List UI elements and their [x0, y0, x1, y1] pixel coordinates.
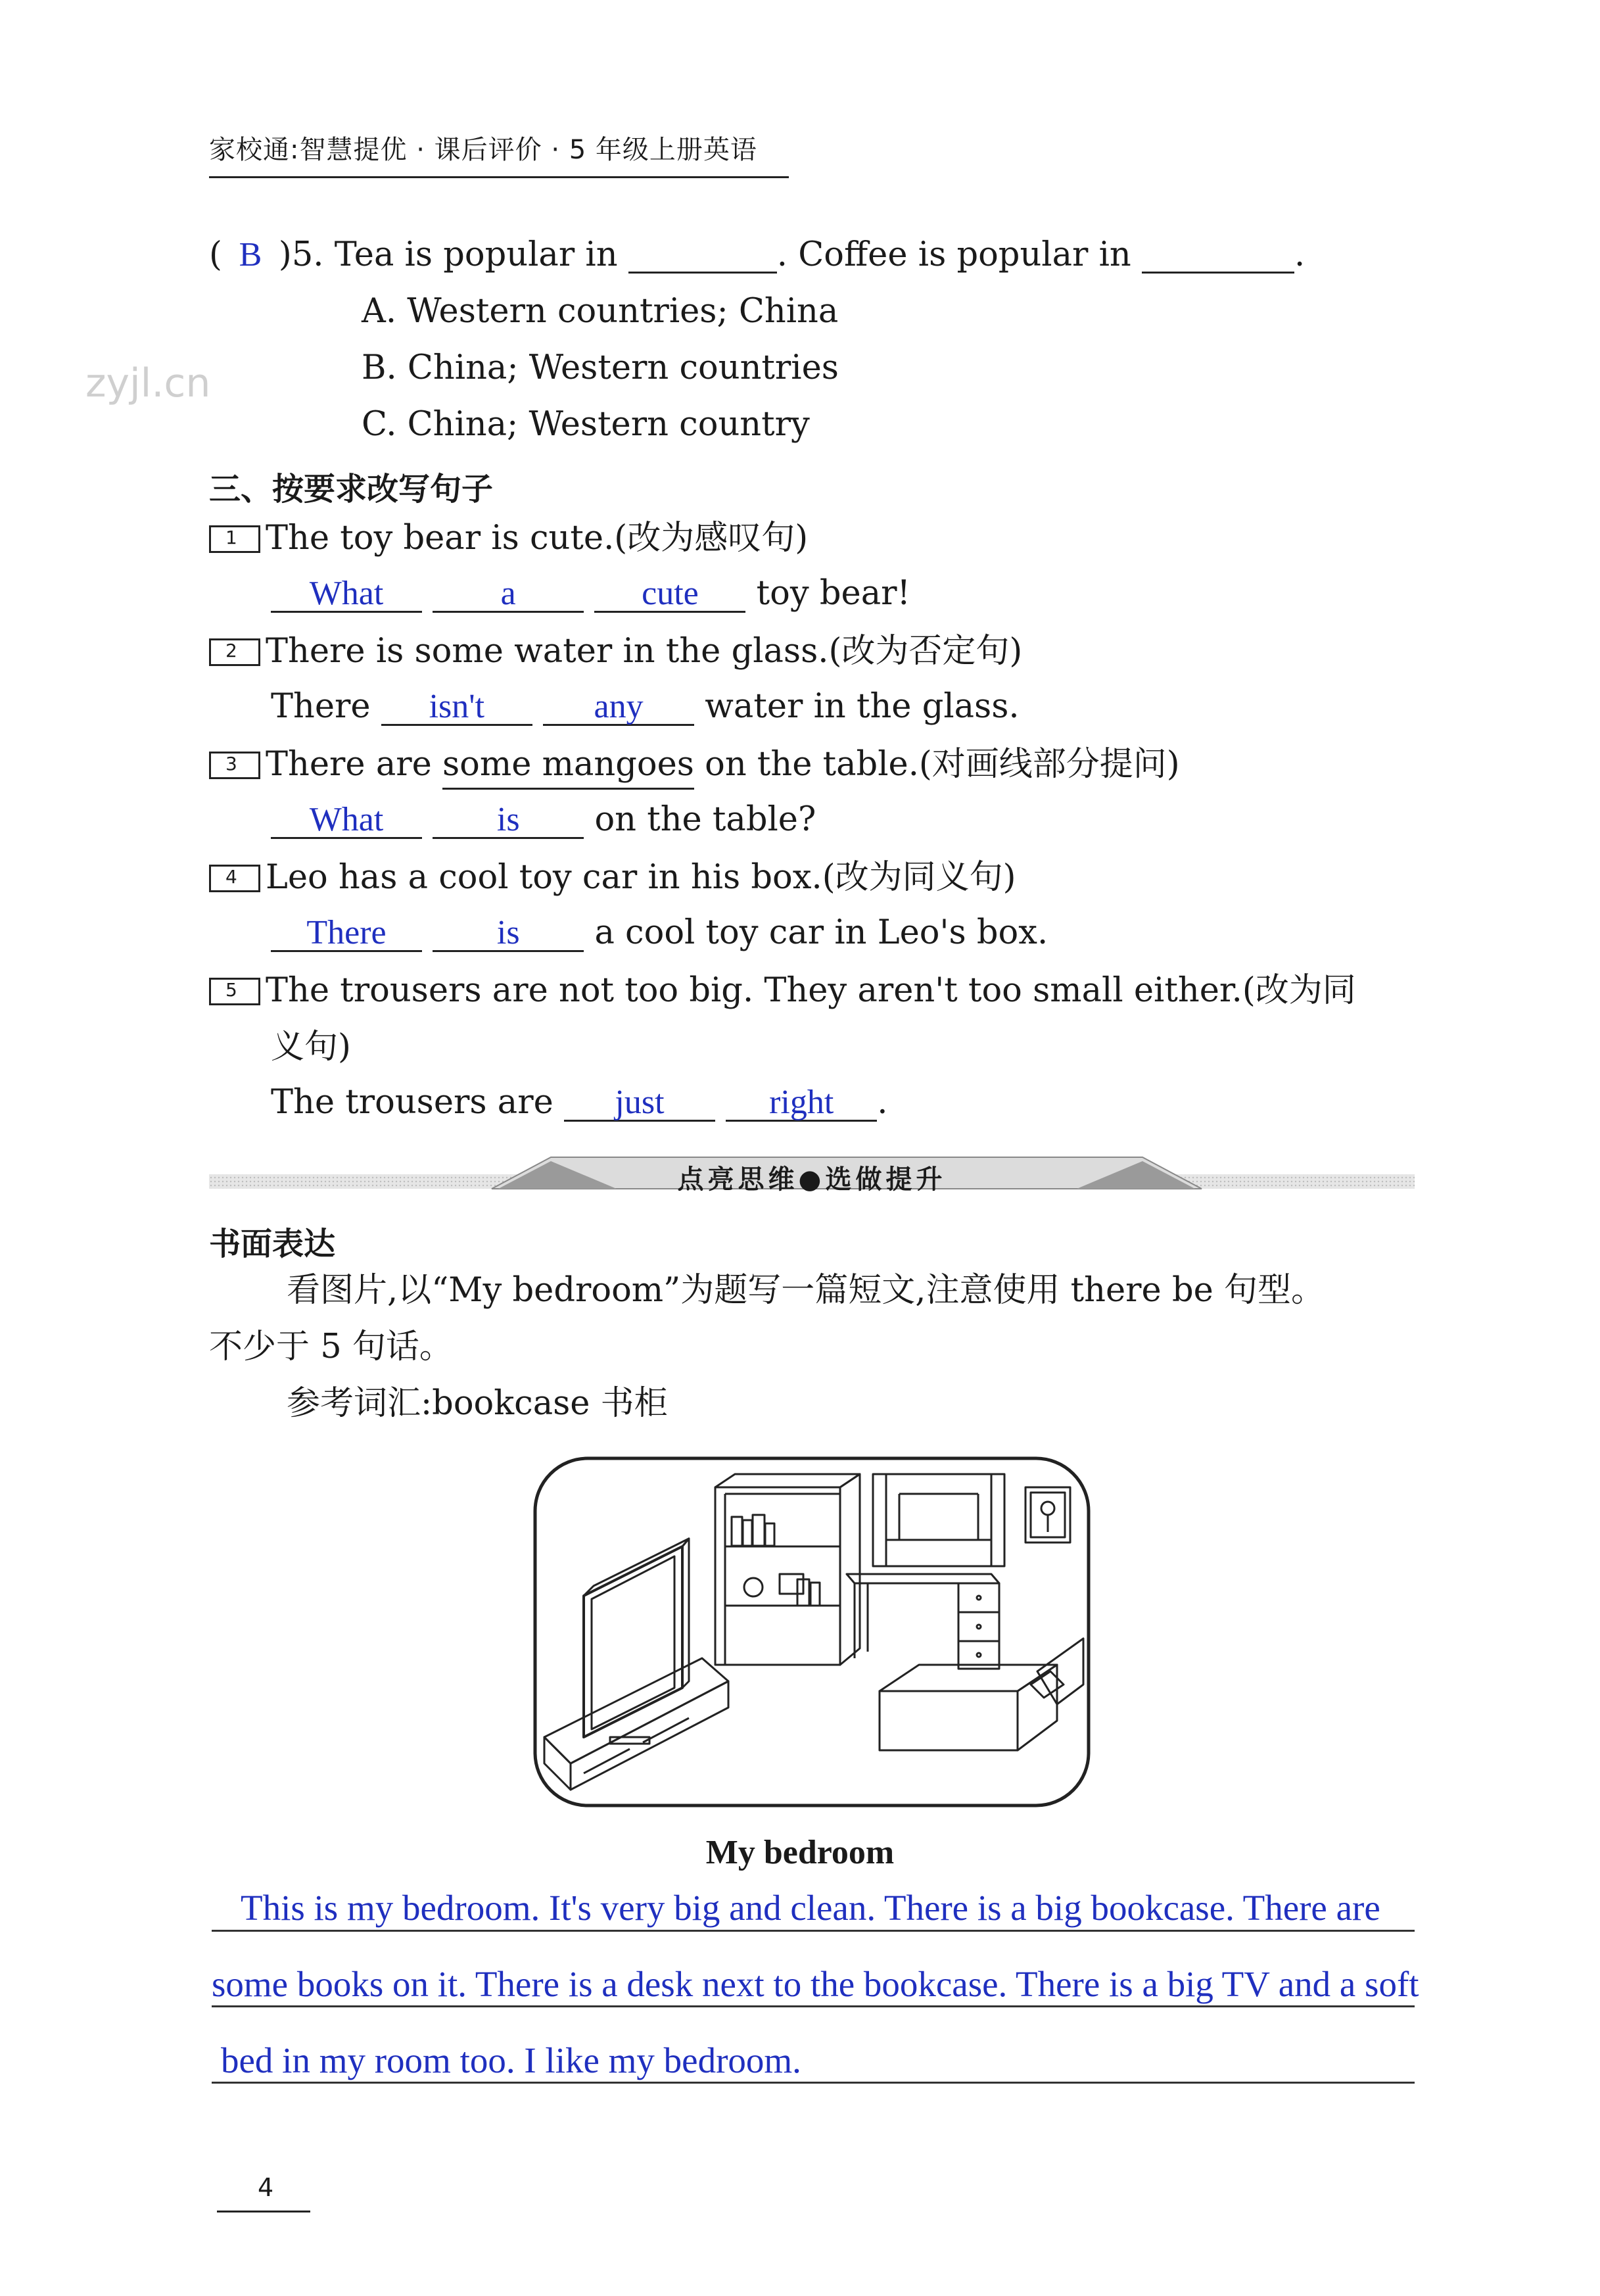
mc-number: 5.: [291, 235, 324, 274]
essay-line-2: some books on it. There is a desk next to the bookcase. There is a big TV and a soft: [212, 1964, 1419, 2004]
underlined-phrase: some mangoes: [442, 745, 694, 790]
bedroom-illustration: [531, 1454, 1093, 1809]
item-number-box: 5: [209, 978, 260, 1005]
mc-option-a: A. Western countries; China: [362, 292, 839, 331]
answer-blank: What: [271, 803, 422, 839]
illustration-caption: My bedroom: [705, 1834, 895, 1871]
answer-blank: What: [271, 577, 422, 613]
mc-question: [209, 235, 1306, 274]
item2-answer-line: [271, 687, 1020, 726]
writing-instruction-2: 不少于 5 句话。: [209, 1327, 453, 1366]
section3-title: 三、按要求改写句子: [209, 471, 494, 508]
item5-suffix: .: [877, 1083, 888, 1122]
answer-blank: right: [726, 1086, 877, 1122]
item2-prompt: 2 There is some water in the glass.(改为否定句): [209, 634, 1022, 668]
page-number: 4: [258, 2173, 274, 2202]
writing-instruction-1: 看图片,以“My bedroom”为题写一篇短文,注意使用 there be 句型。: [287, 1271, 1325, 1310]
section-banner: [209, 1152, 1415, 1195]
item3-answer-line: [271, 800, 816, 839]
mc-paren-open: (: [209, 235, 222, 274]
mc-answer: B: [239, 236, 262, 274]
item5-answer-line: [271, 1083, 888, 1122]
item2-suffix: water in the glass.: [705, 687, 1020, 726]
mc-stem-b: . Coffee is popular in: [776, 235, 1131, 274]
item-number-box: 1: [209, 525, 260, 553]
item3-suffix: on the table?: [594, 800, 816, 839]
item1-suffix: toy bear!: [756, 574, 910, 613]
item5-prompt: 5 The trousers are not too big. They aren't too small either.(改为同: [209, 974, 1356, 1007]
answer-blank: any: [543, 690, 694, 726]
answer-blank: just: [564, 1086, 715, 1122]
banner-text: 点亮思维●选做提升: [677, 1164, 947, 1195]
mc-paren-close: ): [278, 235, 292, 274]
item4-suffix: a cool toy car in Leo's box.: [594, 913, 1048, 952]
item3-prompt: 3 There are some mangoes on the table.(对画线部分提问): [209, 748, 1180, 781]
header-rule: [209, 176, 789, 178]
page-number-rule: [217, 2211, 310, 2212]
writing-rule: [212, 2082, 1415, 2084]
writing-rule: [212, 2005, 1415, 2007]
item-number-box: 2: [209, 638, 260, 666]
page-header: 家校通:智慧提优 · 课后评价 · 5 年级上册英语: [209, 135, 757, 165]
item4-answer-line: [271, 913, 1048, 952]
item1-answer-line: [271, 574, 910, 613]
answer-blank: is: [433, 916, 584, 952]
mc-stem-end: .: [1294, 235, 1306, 274]
item-number-box: 4: [209, 865, 260, 892]
writing-rule: [212, 1930, 1415, 1932]
answer-blank: There: [271, 916, 422, 952]
answer-blank: cute: [594, 577, 745, 613]
answer-blank: a: [433, 577, 584, 613]
item1-prompt: 1 The toy bear is cute.(改为感叹句): [209, 521, 808, 555]
item5-prefix: The trousers are: [271, 1083, 553, 1122]
mc-option-b: B. China; Western countries: [362, 348, 839, 387]
item5-prompt-cont: 义句): [271, 1028, 351, 1066]
mc-stem-a: Tea is popular in: [334, 235, 618, 274]
mc-blank-1: [628, 238, 777, 274]
watermark: zyjl.cn: [85, 360, 211, 406]
item2-prefix: There: [271, 687, 371, 726]
writing-vocab: 参考词汇:bookcase 书柜: [287, 1384, 668, 1423]
essay-line-3: bed in my room too. I like my bedroom.: [221, 2040, 801, 2080]
item-number-box: 3: [209, 752, 260, 779]
mc-option-c: C. China; Western country: [362, 405, 810, 444]
item4-prompt: 4 Leo has a cool toy car in his box.(改为同义句): [209, 861, 1016, 894]
mc-blank-2: [1142, 238, 1294, 274]
essay-line-1: This is my bedroom. It's very big and clean. There is a big bookcase. There are: [241, 1888, 1380, 1928]
answer-blank: isn't: [381, 690, 532, 726]
writing-title: 书面表达: [209, 1226, 336, 1262]
answer-blank: is: [433, 803, 584, 839]
